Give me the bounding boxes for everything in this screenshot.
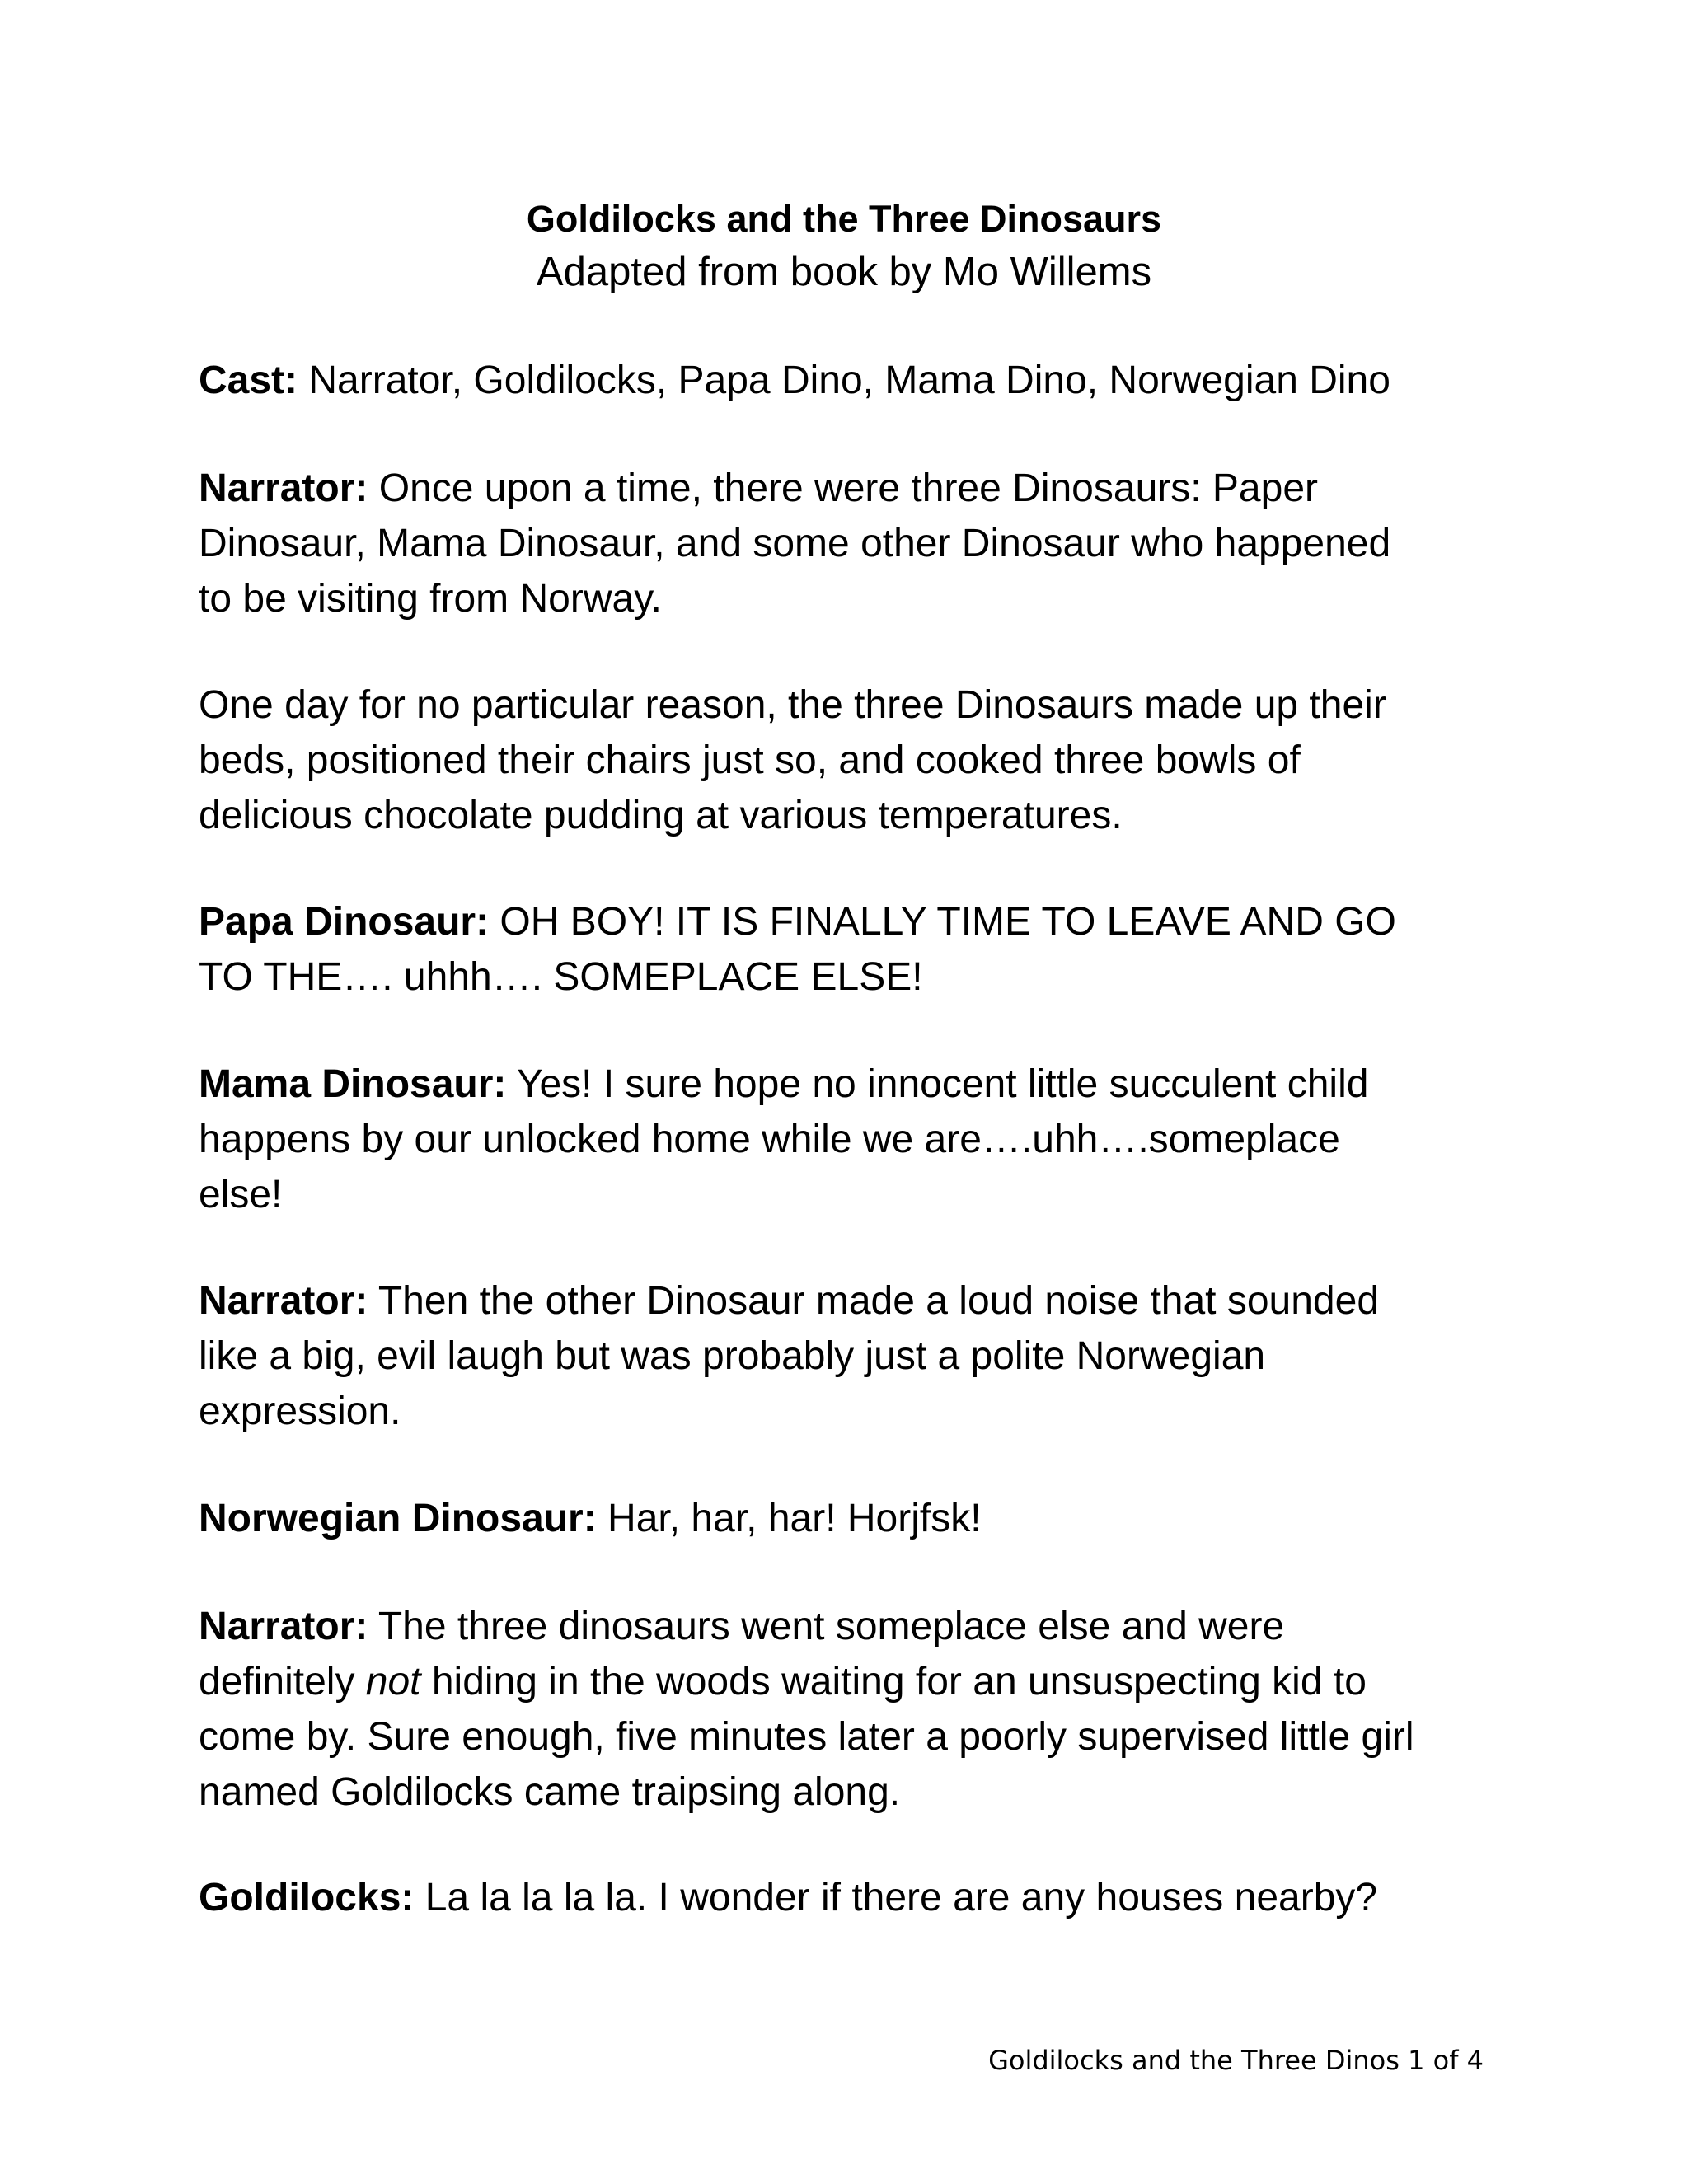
page-footer: Goldilocks and the Three Dinos 1 of 4 bbox=[988, 2045, 1484, 2076]
dialogue-text: hiding in the woods waiting for an unsuspecting kid to bbox=[420, 1660, 1367, 1704]
speaker-narrator: Narrator: bbox=[199, 466, 368, 510]
speaker-papa-dinosaur: Papa Dinosaur: bbox=[199, 900, 490, 944]
narrator-line-2 bbox=[199, 1273, 1501, 1439]
dialogue-text: expression. bbox=[199, 1390, 401, 1433]
dialogue-text: Dinosaur, Mama Dinosaur, and some other Dinosaur who happened bbox=[199, 522, 1391, 565]
paragraph-text: delicious chocolate pudding at various temperatures. bbox=[199, 794, 1123, 837]
dialogue-text: named Goldilocks came traipsing along. bbox=[199, 1770, 901, 1814]
cast-label: Cast: bbox=[199, 359, 298, 402]
dialogue-text: OH BOY! IT IS FINALLY TIME TO LEAVE AND GO bbox=[489, 900, 1396, 944]
dialogue-text: definitely bbox=[199, 1660, 366, 1704]
narrator-line-1 bbox=[199, 461, 1501, 626]
dialogue-text: The three dinosaurs went someplace else and were bbox=[368, 1605, 1285, 1648]
dialogue-text: TO THE…. uhhh…. SOMEPLACE ELSE! bbox=[199, 955, 923, 999]
dialogue-text: Har, har, har! Horjfsk! bbox=[596, 1497, 982, 1540]
document-subtitle: Adapted from book by Mo Willems bbox=[536, 250, 1152, 294]
speaker-goldilocks: Goldilocks: bbox=[199, 1876, 415, 1919]
speaker-mama-dinosaur: Mama Dinosaur: bbox=[199, 1062, 507, 1106]
speaker-norwegian-dinosaur: Norwegian Dinosaur: bbox=[199, 1497, 597, 1540]
paragraph-text: One day for no particular reason, the three Dinosaurs made up their bbox=[199, 683, 1386, 727]
narration-paragraph bbox=[199, 677, 1501, 843]
document-title: Goldilocks and the Three Dinosaurs bbox=[526, 198, 1162, 240]
paragraph-text: beds, positioned their chairs just so, and cooked three bowls of bbox=[199, 738, 1301, 782]
goldilocks-line bbox=[199, 1870, 1501, 1925]
dialogue-text: come by. Sure enough, five minutes later a poorly supervised little girl bbox=[199, 1715, 1414, 1759]
dialogue-text: like a big, evil laugh but was probably just a polite Norwegian bbox=[199, 1334, 1266, 1378]
mama-dinosaur-line bbox=[199, 1057, 1501, 1222]
dialogue-text: Then the other Dinosaur made a loud noise that sounded bbox=[368, 1279, 1380, 1323]
dialogue-text: happens by our unlocked home while we are….uhh….someplace bbox=[199, 1118, 1340, 1161]
emphasis-text: not bbox=[365, 1660, 421, 1704]
cast-list bbox=[199, 353, 1501, 408]
dialogue-text: to be visiting from Norway. bbox=[199, 577, 662, 621]
papa-dinosaur-line bbox=[199, 894, 1501, 1005]
dialogue-text: La la la la la. I wonder if there are any houses nearby? bbox=[414, 1876, 1378, 1919]
speaker-narrator: Narrator: bbox=[199, 1279, 368, 1323]
narrator-line-3 bbox=[199, 1599, 1501, 1820]
speaker-narrator: Narrator: bbox=[199, 1605, 368, 1648]
dialogue-text: Yes! I sure hope no innocent little succulent child bbox=[506, 1062, 1369, 1106]
norwegian-dinosaur-line bbox=[199, 1491, 1501, 1546]
dialogue-text: Once upon a time, there were three Dinosaurs: Paper bbox=[368, 466, 1318, 510]
dialogue-text: else! bbox=[199, 1173, 283, 1216]
cast-text: Narrator, Goldilocks, Papa Dino, Mama Dino, Norwegian Dino bbox=[298, 359, 1390, 402]
